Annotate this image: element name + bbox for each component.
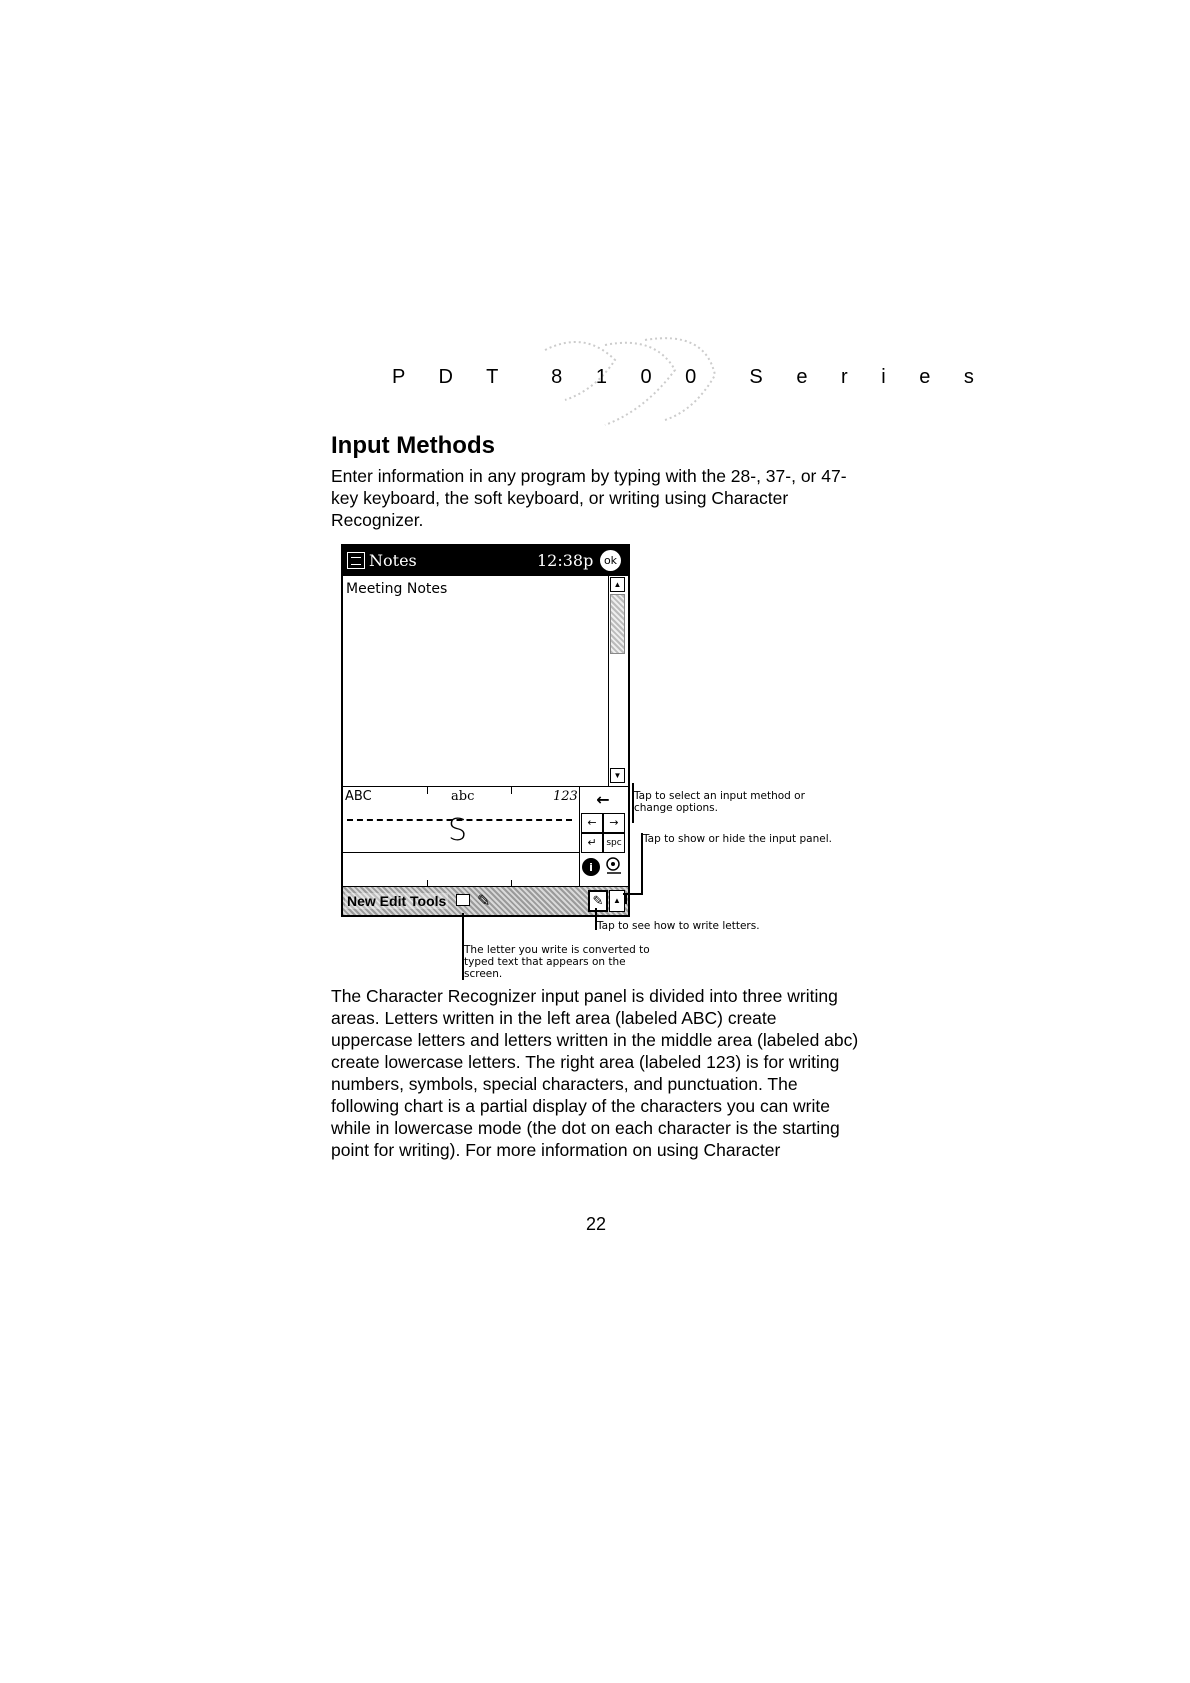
enter-key[interactable]: ↵ [581,833,603,853]
note-body-text[interactable]: Meeting Notes [346,581,448,597]
body-paragraph: The Character Recognizer input panel is divided into three writing areas. Letters written in the left area (labeled ABC) create uppercase letters and letters written in the middle area (labeled abc) create lowercase letters. The right area (labeled 123) is for writing numbers, symbols, special characters, and punctuation. The following chart is a partial display of the characters you can write while in lowercase mode (the dot on each character is the starting point for writing). For more information on using Character [331,986,859,1160]
section-title: Input Methods [331,432,495,459]
callout-converted-text: The letter you write is converted to typed text that appears on the screen. [464,944,650,980]
lowercase-area-label: abc [451,789,475,804]
ok-button[interactable]: ok [600,550,621,571]
area-divider-tick [511,787,512,794]
space-key[interactable]: spc [603,833,625,853]
right-arrow-key[interactable]: → [603,813,625,833]
scroll-thumb[interactable] [610,594,625,654]
callout-how-to-write: Tap to see how to write letters. [597,920,760,932]
pen-icon[interactable]: ✎ [477,893,491,910]
written-letter: S [448,813,468,848]
writing-line [343,852,579,853]
keyboard-icon[interactable] [456,894,470,906]
title-bar [343,546,628,576]
intro-paragraph: Enter information in any program by typing with the 28-, 37-, or 47-key keyboard, the soft keyboard, or writing using Character Recognizer. [331,466,847,530]
menu-items[interactable]: New Edit Tools [347,893,447,909]
callout-line [625,895,627,904]
info-icon[interactable]: i [582,858,600,876]
uppercase-area-label: ABC [345,789,372,804]
device-screen [341,544,630,917]
character-recognizer-panel [343,786,628,887]
menu-bar [343,886,628,916]
help-icon-glyph [604,855,624,877]
input-panel-toggle[interactable]: ▲ [609,890,625,912]
backspace-key[interactable]: ← [596,790,610,809]
notes-app-icon[interactable] [347,552,365,569]
recognizer-keys [579,787,628,887]
left-arrow-key[interactable]: ← [581,813,603,833]
vertical-scrollbar[interactable] [608,576,627,786]
scroll-up-icon[interactable]: ▲ [610,577,625,592]
page-number: 22 [586,1214,607,1234]
writing-area[interactable] [343,787,580,887]
series-header: P D T 8 1 0 0 S e r i e s [392,366,988,388]
callout-input-method: Tap to select an input method or change options. [634,790,805,814]
callout-show-hide-panel: Tap to show or hide the input panel. [643,833,832,845]
app-name: Notes [369,551,417,570]
number-area-label: 123 [553,789,578,804]
clock-time[interactable]: 12:38p [537,551,594,570]
area-divider-tick [427,787,428,794]
input-method-button[interactable]: ✎ [588,890,608,912]
scroll-down-icon[interactable]: ▼ [610,768,625,783]
help-icon[interactable] [604,855,624,877]
